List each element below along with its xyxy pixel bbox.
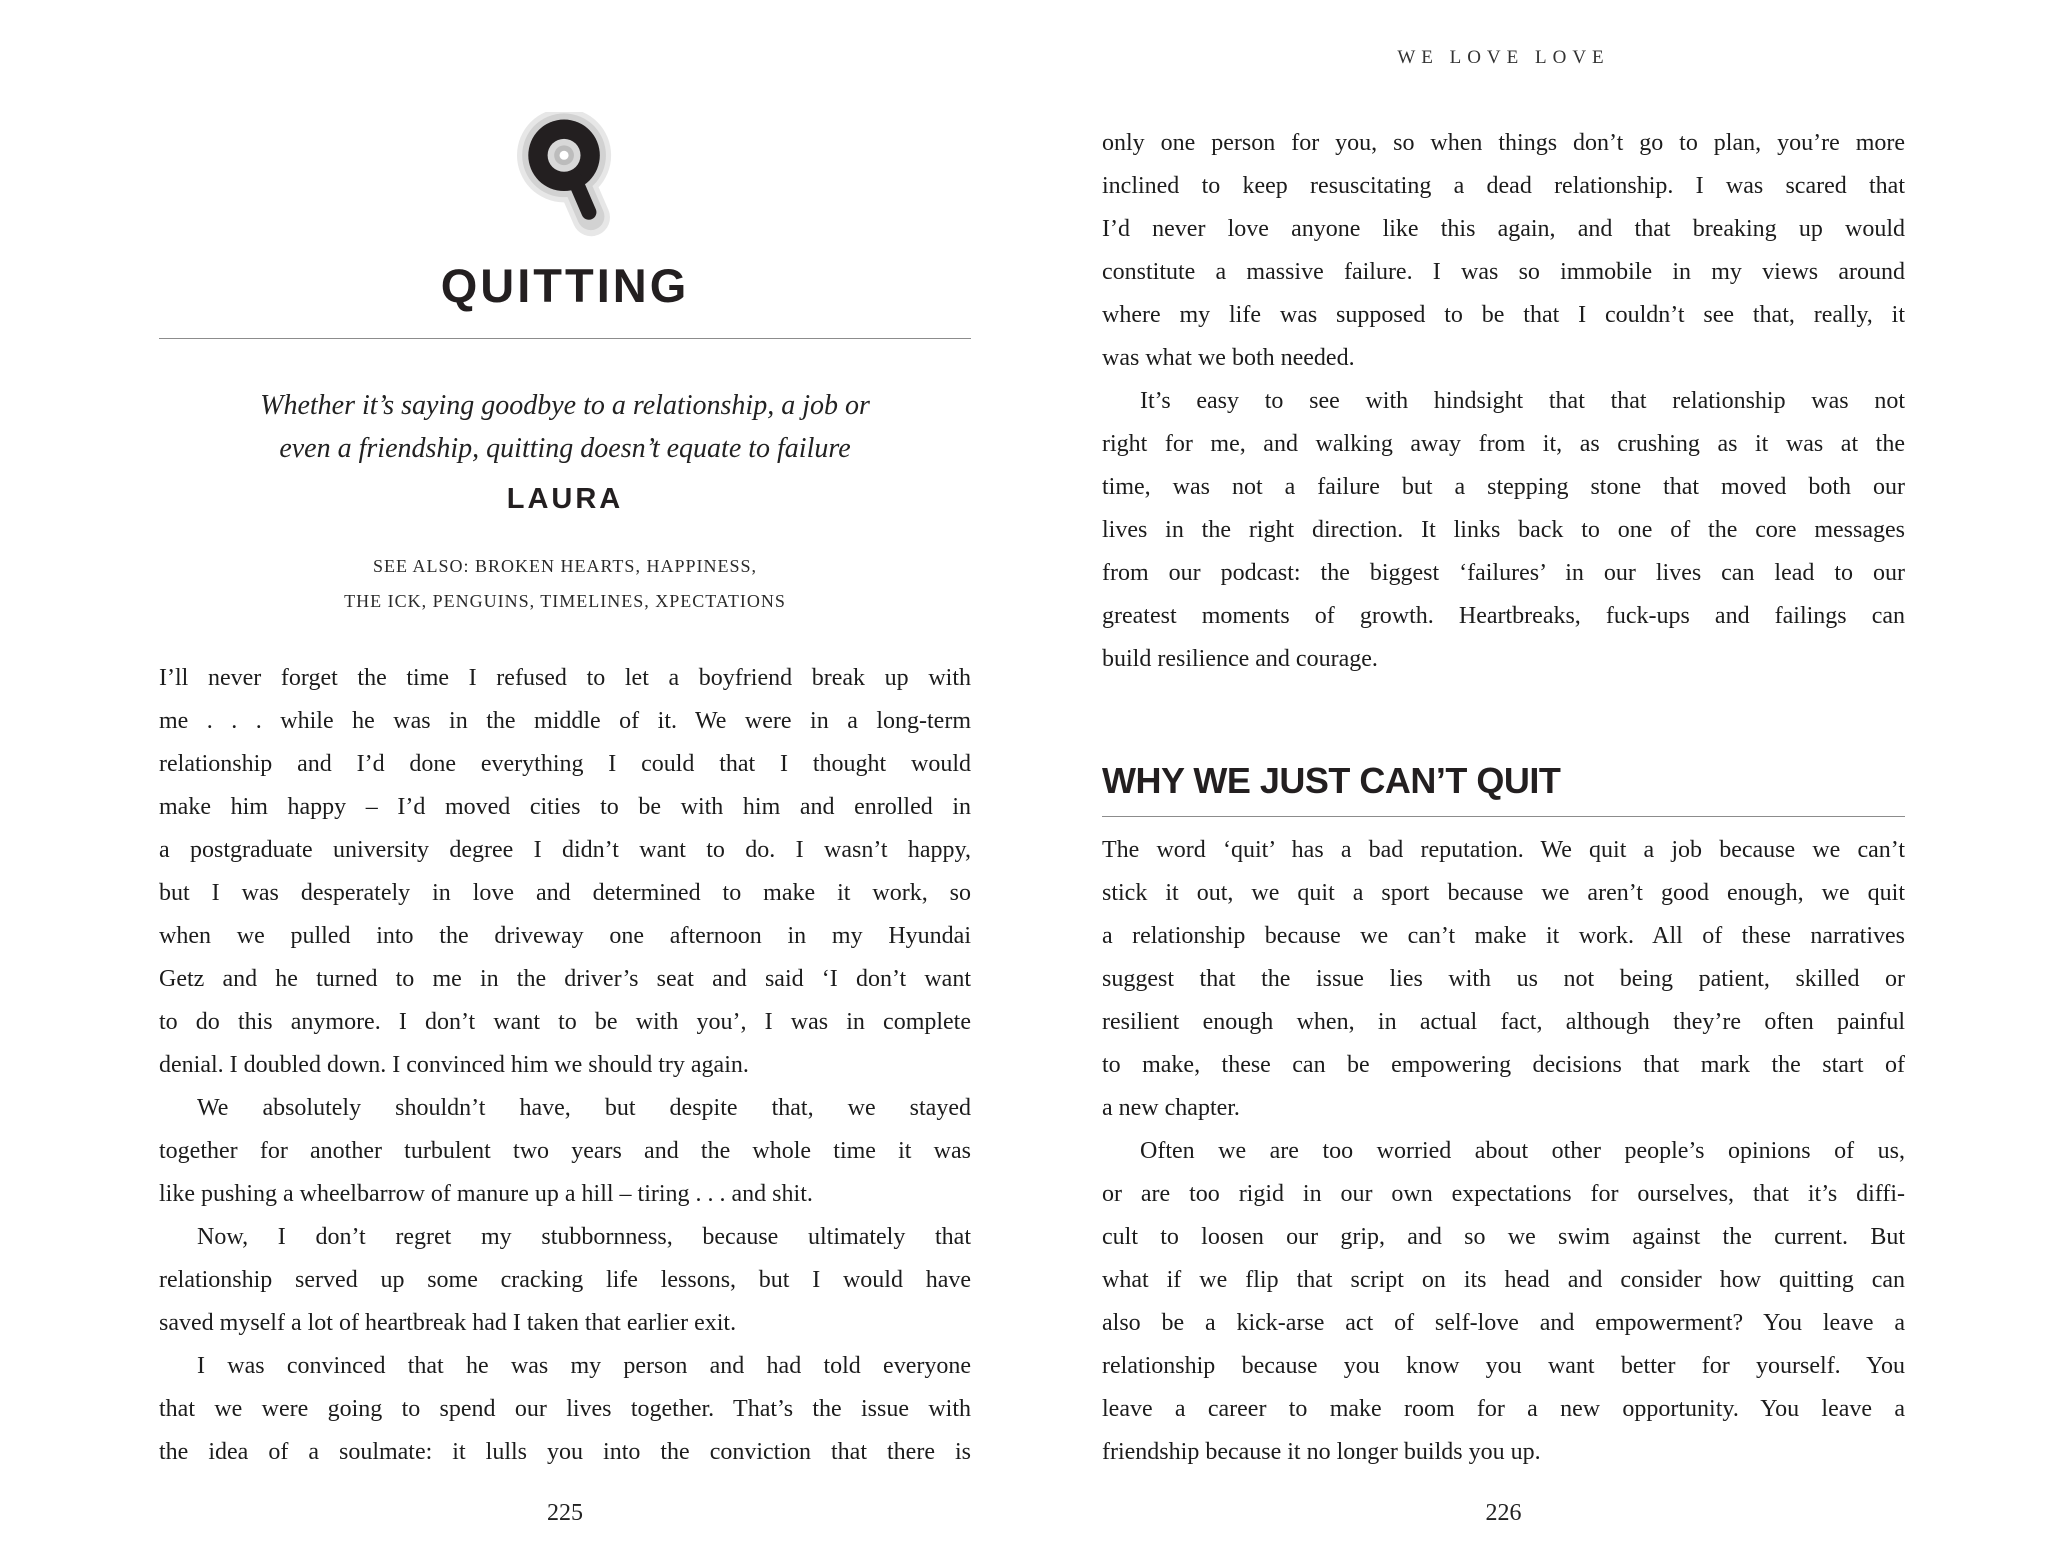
- text-line: Often we are too worried about other people’s opinions of us,: [1140, 1138, 1905, 1164]
- section-heading-divider: [1102, 816, 1905, 817]
- text-line: resilient enough when, in actual fact, although they’re often painful: [1102, 1009, 1905, 1035]
- text-line: also be a kick-arse act of self-love and empowerment? You leave a: [1102, 1310, 1905, 1336]
- text-line: It’s easy to see with hindsight that that relationship was not: [1140, 388, 1905, 414]
- text-line: like pushing a wheelbarrow of manure up a hill – tiring . . . and shit.: [159, 1181, 813, 1207]
- see-also-line: SEE ALSO: BROKEN HEARTS, HAPPINESS,: [373, 556, 757, 576]
- text-line: relationship and I’d done everything I could that I thought would: [159, 751, 971, 777]
- text-line: from our podcast: the biggest ‘failures’ in our lives can lead to our: [1102, 560, 1905, 586]
- paragraph: [159, 1345, 971, 1474]
- text-line: was what we both needed.: [1102, 345, 1355, 371]
- text-line: or are too rigid in our own expectations for ourselves, that it’s diffi-: [1102, 1181, 1905, 1207]
- q-letter-glyph: [513, 112, 617, 240]
- text-line: what if we flip that script on its head and consider how quitting can: [1102, 1267, 1905, 1293]
- text-line: relationship served up some cracking life lessons, but I would have: [159, 1267, 971, 1293]
- text-line: relationship because you know you want better for yourself. You: [1102, 1353, 1905, 1379]
- text-line: friendship because it no longer builds you up.: [1102, 1439, 1541, 1465]
- page-left: [159, 0, 971, 1566]
- text-line: that we were going to spend our lives together. That’s the issue with: [159, 1396, 971, 1422]
- text-line: build resilience and courage.: [1102, 646, 1378, 672]
- text-line: me . . . while he was in the middle of it. We were in a long-term: [159, 708, 971, 734]
- paragraph: [159, 1216, 971, 1345]
- left-body-text: [159, 657, 971, 1474]
- text-line: to make, these can be empowering decisions that mark the start of: [1102, 1052, 1905, 1078]
- text-line: a relationship because we can’t make it work. All of these narratives: [1102, 923, 1905, 949]
- section-heading: WHY WE JUST CAN’T QUIT: [1102, 760, 1561, 801]
- paragraph: [1102, 122, 1905, 380]
- paragraph: [159, 1087, 971, 1216]
- text-line: saved myself a lot of heartbreak had I taken that earlier exit.: [159, 1310, 737, 1336]
- page-number-left: 225: [547, 1500, 583, 1526]
- text-line: I was convinced that he was my person and had told everyone: [197, 1353, 971, 1379]
- text-line: cult to loosen our grip, and so we swim against the current. But: [1102, 1224, 1905, 1250]
- see-also-references: [159, 549, 971, 619]
- text-line: lives in the right direction. It links back to one of the core messages: [1102, 517, 1905, 543]
- text-line: make him happy – I’d moved cities to be with him and enrolled in: [159, 794, 971, 820]
- text-line: inclined to keep resuscitating a dead relationship. I was scared that: [1102, 173, 1905, 199]
- subtitle-line: even a friendship, quitting doesn’t equate to failure: [279, 433, 851, 464]
- see-also-line: THE ICK, PENGUINS, TIMELINES, XPECTATIONS: [344, 591, 786, 611]
- text-line: I’ll never forget the time I refused to let a boyfriend break up with: [159, 665, 971, 691]
- text-line: The word ‘quit’ has a bad reputation. We quit a job because we can’t: [1102, 837, 1905, 863]
- text-line: right for me, and walking away from it, as crushing as it was at the: [1102, 431, 1905, 457]
- chapter-title: QUITTING: [440, 259, 690, 312]
- page-number-right: 226: [1485, 1500, 1522, 1526]
- text-line: suggest that the issue lies with us not being patient, skilled or: [1102, 966, 1905, 992]
- right-body-text-lower: [1102, 829, 1905, 1474]
- text-line: but I was desperately in love and determined to make it work, so: [159, 880, 971, 906]
- text-line: time, was not a failure but a stepping stone that moved both our: [1102, 474, 1905, 500]
- text-line: Getz and he turned to me in the driver’s seat and said ‘I don’t want: [159, 966, 971, 992]
- text-line: constitute a massive failure. I was so immobile in my views around: [1102, 259, 1905, 285]
- text-line: leave a career to make room for a new opportunity. You leave a: [1102, 1396, 1905, 1422]
- text-line: where my life was supposed to be that I couldn’t see that, really, it: [1102, 302, 1905, 328]
- text-line: Now, I don’t regret my stubbornness, because ultimately that: [197, 1224, 971, 1250]
- right-body-text-upper: [1102, 122, 1905, 681]
- q-chapter-icon: [159, 112, 971, 245]
- text-line: the idea of a soulmate: it lulls you into the conviction that there is: [159, 1439, 971, 1465]
- text-line: a postgraduate university degree I didn’t want to do. I wasn’t happy,: [159, 837, 971, 863]
- text-line: a new chapter.: [1102, 1095, 1240, 1121]
- text-line: I’d never love anyone like this again, and that breaking up would: [1102, 216, 1905, 242]
- title-divider: [159, 338, 971, 339]
- page-right: [1102, 0, 1905, 1566]
- text-line: greatest moments of growth. Heartbreaks, fuck-ups and failings can: [1102, 603, 1905, 629]
- text-line: denial. I doubled down. I convinced him we should try again.: [159, 1052, 749, 1078]
- text-line: We absolutely shouldn’t have, but despite that, we stayed: [197, 1095, 971, 1121]
- paragraph: [1102, 1130, 1905, 1474]
- text-line: only one person for you, so when things don’t go to plan, you’re more: [1102, 130, 1905, 156]
- paragraph: [159, 657, 971, 1087]
- paragraph: [1102, 380, 1905, 681]
- author-name: LAURA: [506, 483, 624, 515]
- text-line: to do this anymore. I don’t want to be with you’, I was in complete: [159, 1009, 971, 1035]
- subtitle-line: Whether it’s saying goodbye to a relationship, a job or: [260, 390, 870, 421]
- chapter-subtitle: [159, 384, 971, 470]
- running-head: WE LOVE LOVE: [1397, 47, 1610, 68]
- text-line: together for another turbulent two years and the whole time it was: [159, 1138, 971, 1164]
- text-line: stick it out, we quit a sport because we aren’t good enough, we quit: [1102, 880, 1905, 906]
- paragraph: [1102, 829, 1905, 1130]
- text-line: when we pulled into the driveway one afternoon in my Hyundai: [159, 923, 971, 949]
